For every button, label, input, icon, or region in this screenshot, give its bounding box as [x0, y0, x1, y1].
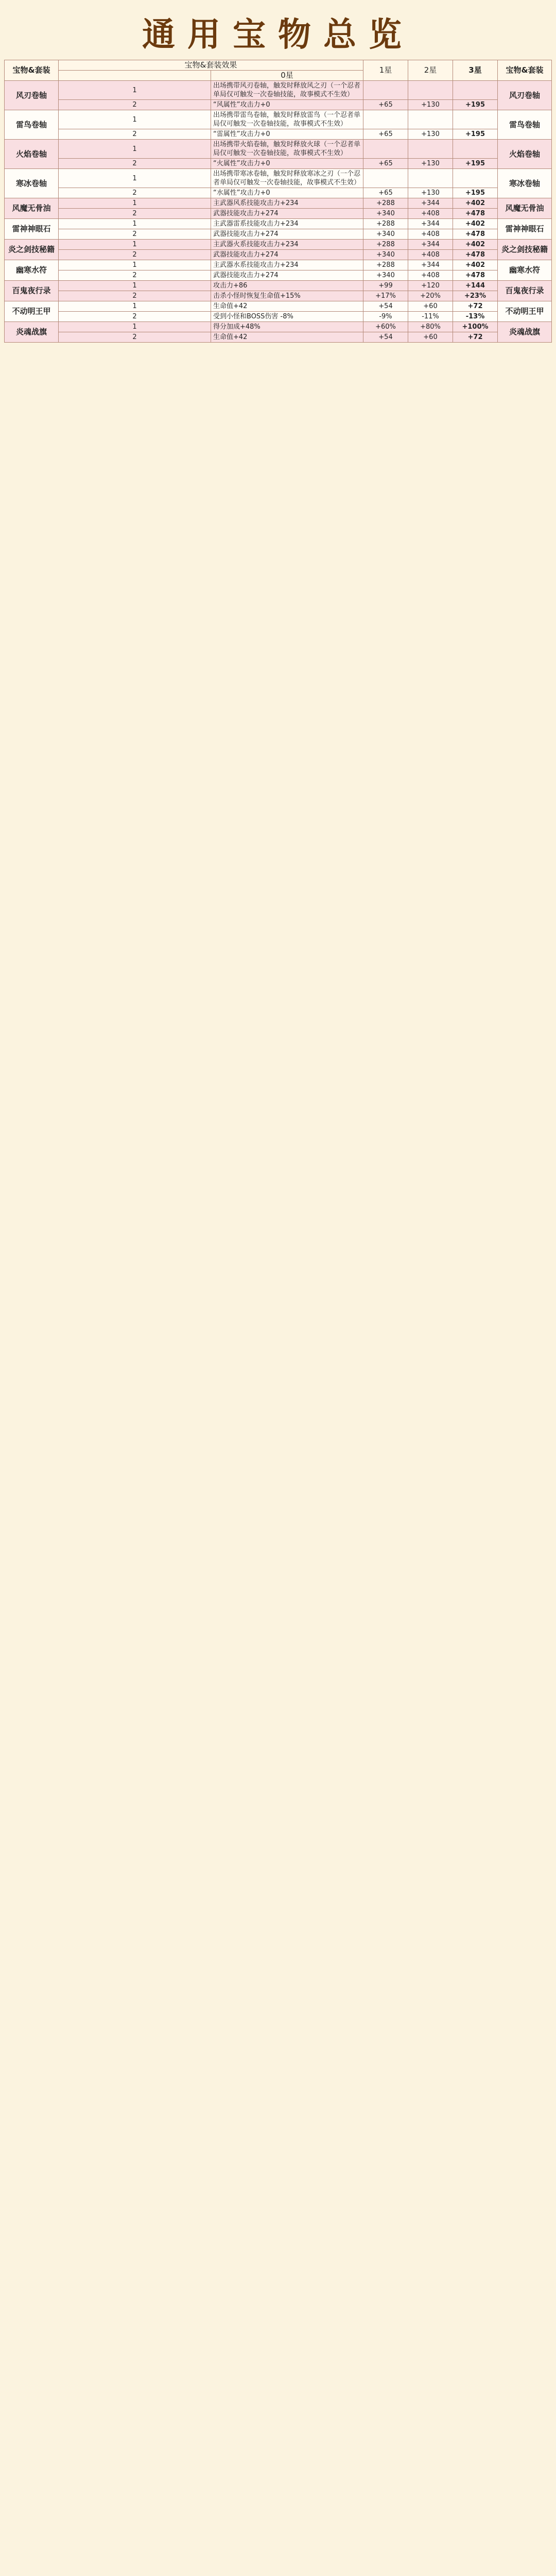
row-star3: +402 [453, 219, 498, 229]
row-effect: 受到小怪和BOSS伤害 -8% [211, 312, 363, 322]
row-star1 [363, 81, 408, 100]
table-row [5, 81, 552, 100]
row-effect: 武器技能攻击力+274 [211, 229, 363, 240]
row-effect: 出场携带雷鸟卷轴，触发时释放雷鸟（一个忍者单局仅可触发一次卷轴技能，故事模式不生效） [211, 110, 363, 129]
row-star2: +130 [408, 159, 453, 169]
row-index: 1 [59, 110, 211, 129]
row-star3: +478 [453, 209, 498, 219]
row-star1: +340 [363, 209, 408, 219]
row-set-name-right: 炎魂战旗 [498, 322, 552, 343]
row-set-name-right: 百鬼夜行录 [498, 281, 552, 301]
table-row [5, 188, 552, 198]
row-star2: +408 [408, 250, 453, 260]
row-star3: +478 [453, 270, 498, 281]
row-star1: -9% [363, 312, 408, 322]
row-star1: +340 [363, 229, 408, 240]
row-set-name: 风刃卷轴 [5, 81, 59, 110]
row-set-name: 火焰卷轴 [5, 140, 59, 169]
row-star3: +72 [453, 301, 498, 312]
row-star1: +54 [363, 332, 408, 343]
table-row [5, 291, 552, 301]
row-effect: 得分加成+48% [211, 322, 363, 332]
row-set-name: 不动明王甲 [5, 301, 59, 322]
table-row [5, 100, 552, 110]
row-star2: +344 [408, 240, 453, 250]
row-set-name-right: 炎之剑技秘籍 [498, 240, 552, 260]
row-star2: +408 [408, 270, 453, 281]
row-index: 2 [59, 159, 211, 169]
row-star3: +195 [453, 188, 498, 198]
row-effect: “风属性”攻击力+0 [211, 100, 363, 110]
table-row [5, 198, 552, 209]
row-star2: +130 [408, 188, 453, 198]
row-star2 [408, 110, 453, 129]
row-star1: +65 [363, 129, 408, 140]
row-star1: +340 [363, 270, 408, 281]
row-star3: +402 [453, 260, 498, 270]
row-star1 [363, 169, 408, 188]
row-star2: +20% [408, 291, 453, 301]
row-set-name: 寒冰卷轴 [5, 169, 59, 198]
row-effect: 主武器火系技能攻击力+234 [211, 240, 363, 250]
row-star3: +402 [453, 198, 498, 209]
row-star3: +100% [453, 322, 498, 332]
row-set-name-right: 风魔无骨油 [498, 198, 552, 219]
row-index: 2 [59, 209, 211, 219]
row-star2: +344 [408, 219, 453, 229]
row-effect: 出场携带寒冰卷轴，触发时释放寒冰之刃（一个忍者单局仅可触发一次卷轴技能，故事模式不生效） [211, 169, 363, 188]
row-index: 1 [59, 140, 211, 159]
table-row [5, 159, 552, 169]
row-star1: +288 [363, 240, 408, 250]
table-row [5, 332, 552, 343]
header-set-right: 宝物&套装 [498, 60, 552, 81]
row-effect: 主武器风系技能攻击力+234 [211, 198, 363, 209]
row-index: 1 [59, 260, 211, 270]
row-set-name-right: 幽寒水符 [498, 260, 552, 281]
table-body [5, 81, 552, 343]
table-row [5, 322, 552, 332]
row-star3: +72 [453, 332, 498, 343]
row-effect: 出场携带风刃卷轴，触发时释放风之刃（一个忍者单局仅可触发一次卷轴技能，故事模式不生效） [211, 81, 363, 100]
row-index: 2 [59, 291, 211, 301]
row-star3 [453, 169, 498, 188]
row-index: 1 [59, 219, 211, 229]
table-row [5, 270, 552, 281]
row-set-name-right: 雷鸟卷轴 [498, 110, 552, 140]
table-row [5, 110, 552, 129]
row-star2: +60 [408, 301, 453, 312]
row-star3 [453, 140, 498, 159]
title-bar [4, 4, 552, 60]
table-row [5, 250, 552, 260]
row-set-name: 炎之剑技秘籍 [5, 240, 59, 260]
header-star2: 2星 [408, 60, 453, 81]
row-star3: +478 [453, 250, 498, 260]
row-star3: +144 [453, 281, 498, 291]
row-index: 1 [59, 301, 211, 312]
row-star2: +344 [408, 198, 453, 209]
row-star3 [453, 110, 498, 129]
row-index: 2 [59, 250, 211, 260]
row-index: 2 [59, 188, 211, 198]
row-effect: “水属性”攻击力+0 [211, 188, 363, 198]
row-star1: +288 [363, 219, 408, 229]
table-row [5, 229, 552, 240]
row-set-name: 雷神神眼石 [5, 219, 59, 240]
row-star1 [363, 140, 408, 159]
row-set-name-right: 风刃卷轴 [498, 81, 552, 110]
row-set-name: 风魔无骨油 [5, 198, 59, 219]
row-star1: +65 [363, 159, 408, 169]
header-star1: 1星 [363, 60, 408, 81]
header-star0: 0星 [211, 71, 363, 81]
row-effect: 主武器雷系技能攻击力+234 [211, 219, 363, 229]
row-star1: +65 [363, 100, 408, 110]
row-star3 [453, 81, 498, 100]
table-row [5, 281, 552, 291]
row-star2: +80% [408, 322, 453, 332]
row-star1: +60% [363, 322, 408, 332]
row-set-name: 炎魂战旗 [5, 322, 59, 343]
row-star1: +99 [363, 281, 408, 291]
row-index: 2 [59, 332, 211, 343]
row-effect: 击杀小怪时恢复生命值+15% [211, 291, 363, 301]
row-set-name-right: 火焰卷轴 [498, 140, 552, 169]
row-star2: +408 [408, 229, 453, 240]
table-row [5, 260, 552, 270]
row-effect: 武器技能攻击力+274 [211, 270, 363, 281]
header-star3: 3星 [453, 60, 498, 81]
row-star2 [408, 169, 453, 188]
row-index: 2 [59, 229, 211, 240]
row-effect: 主武器水系技能攻击力+234 [211, 260, 363, 270]
row-star2: +130 [408, 129, 453, 140]
row-set-name-right: 寒冰卷轴 [498, 169, 552, 198]
row-effect: 出场携带火焰卷轴，触发时释放火球（一个忍者单局仅可触发一次卷轴技能，故事模式不生效） [211, 140, 363, 159]
row-star3: +402 [453, 240, 498, 250]
row-effect: 攻击力+86 [211, 281, 363, 291]
row-index: 1 [59, 240, 211, 250]
row-set-name: 雷鸟卷轴 [5, 110, 59, 140]
row-star1: +65 [363, 188, 408, 198]
table-row [5, 209, 552, 219]
row-set-name-right: 不动明王甲 [498, 301, 552, 322]
row-star2: +408 [408, 209, 453, 219]
table-row [5, 240, 552, 250]
row-index: 1 [59, 322, 211, 332]
row-index: 1 [59, 169, 211, 188]
row-star3: +195 [453, 129, 498, 140]
row-effect: “雷属性”攻击力+0 [211, 129, 363, 140]
table-row [5, 219, 552, 229]
row-star1: +17% [363, 291, 408, 301]
row-star1: +288 [363, 198, 408, 209]
row-index: 2 [59, 270, 211, 281]
row-star1: +288 [363, 260, 408, 270]
table-row [5, 301, 552, 312]
table-row [5, 169, 552, 188]
row-index: 1 [59, 281, 211, 291]
row-index: 2 [59, 129, 211, 140]
row-star2: +344 [408, 260, 453, 270]
row-star2: +60 [408, 332, 453, 343]
row-star2 [408, 140, 453, 159]
row-index: 2 [59, 100, 211, 110]
row-set-name: 幽寒水符 [5, 260, 59, 281]
row-star3: +195 [453, 100, 498, 110]
row-effect: 生命值+42 [211, 301, 363, 312]
row-star3: +195 [453, 159, 498, 169]
row-effect: “火属性”攻击力+0 [211, 159, 363, 169]
row-star2 [408, 81, 453, 100]
header-idx [59, 71, 211, 81]
row-star2: -11% [408, 312, 453, 322]
row-set-name: 百鬼夜行录 [5, 281, 59, 301]
row-index: 1 [59, 81, 211, 100]
page-title: 通用宝物总览 [142, 15, 414, 54]
table-row [5, 140, 552, 159]
table-row [5, 312, 552, 322]
row-index: 1 [59, 198, 211, 209]
row-effect: 生命值+42 [211, 332, 363, 343]
row-effect: 武器技能攻击力+274 [211, 250, 363, 260]
header-effect: 宝物&套装效果 [59, 60, 363, 71]
row-star1 [363, 110, 408, 129]
row-set-name-right: 雷神神眼石 [498, 219, 552, 240]
row-star2: +120 [408, 281, 453, 291]
row-star2: +130 [408, 100, 453, 110]
row-star3: -13% [453, 312, 498, 322]
header-set: 宝物&套装 [5, 60, 59, 81]
row-star1: +340 [363, 250, 408, 260]
treasure-table [4, 60, 552, 343]
row-star3: +478 [453, 229, 498, 240]
row-star3: +23% [453, 291, 498, 301]
row-effect: 武器技能攻击力+274 [211, 209, 363, 219]
row-star1: +54 [363, 301, 408, 312]
table-row [5, 129, 552, 140]
row-index: 2 [59, 312, 211, 322]
